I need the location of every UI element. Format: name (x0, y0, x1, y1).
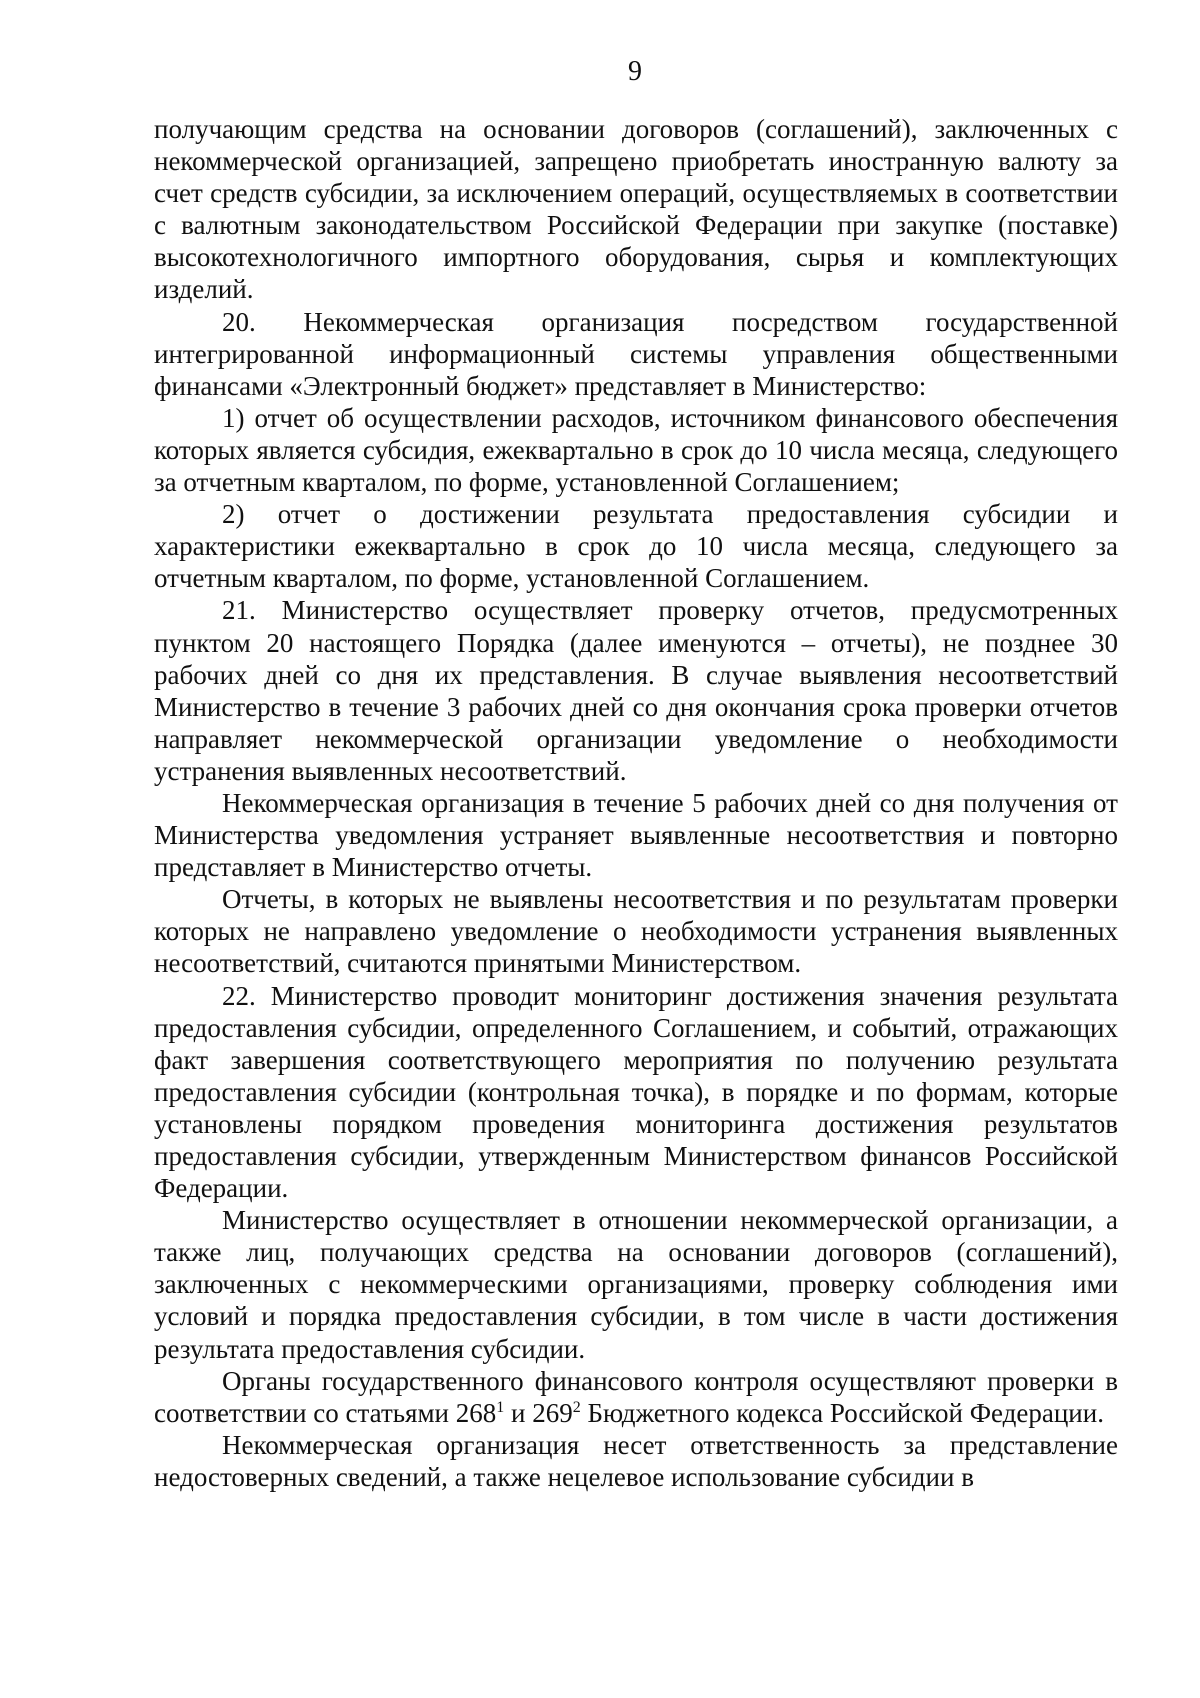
article-number-269: 269 (532, 1397, 573, 1428)
page-number: 9 (628, 56, 642, 87)
financial-control-text-middle: и (504, 1397, 533, 1428)
paragraph-item-22: 22. Министерство проводит мониторинг достижения значения результата предоставления субсидии, определенного Соглашением, и событий, отражающих факт завершения соответствующего мероприятия по получению результата предоставления субсидии (контрольная точка), в порядке и по формам, которые установлены порядком проведения мониторинга достижения результатов предоставления субсидии, утвержденным Министерством финансов Российской Федерации. (154, 980, 1118, 1204)
article-superscript-2: 2 (572, 1398, 581, 1416)
document-body (154, 113, 1118, 1493)
paragraph-subitem-2: 2) отчет о достижении результата предоставления субсидии и характеристики ежеквартально в срок до 10 числа месяца, следующего за отчетным кварталом, по форме, установленной Соглашением. (154, 499, 1118, 594)
paragraph-compliance-check: Министерство осуществляет в отношении некоммерческой организации, а также лиц, получающих средства на основании договоров (соглашений), заключенных с некоммерческими организациями, проверку соблюдения ими условий и порядка предоставления субсидии, в том числе в части достижения результата предоставления субсидии. (154, 1205, 1118, 1364)
paragraph-financial-control (154, 1365, 1118, 1429)
paragraph-continuation: получающим средства на основании договоров (соглашений), заключенных с некоммерческой организацией, запрещено приобретать иностранную валюту за счет средств субсидии, за исключением операций, осуществляемых в соответствии с валютным законодательством Российской Федерации при закупке (поставке) высокотехнологичного импортного оборудования, сырья и комплектующих изделий. (154, 114, 1118, 305)
article-number-268: 268 (455, 1397, 497, 1428)
paragraph-item-21: 21. Министерство осуществляет проверку отчетов, предусмотренных пунктом 20 настоящего Порядка (далее именуются – отчеты), не позднее 30 рабочих дней со дня их представления. В случае выявления несоответствий Министерство в течение 3 рабочих дней со дня окончания срока проверки отчетов направляет некоммерческой организации уведомление о необходимости устранения выявленных несоответствий. (154, 595, 1118, 786)
financial-control-text-start: Органы государственного финансового контроля осуществляют проверки в соответствии со статьями (154, 1365, 1118, 1428)
paragraph-subitem-1: 1) отчет об осуществлении расходов, источником финансового обеспечения которых является субсидия, ежеквартально в срок до 10 числа месяца, следующего за отчетным кварталом, по форме, установленной Соглашением; (154, 402, 1118, 498)
paragraph-item-20: 20. Некоммерческая организация посредством государственной интегрированной информационный системы управления общественными финансами «Электронный бюджет» представляет в Министерство: (154, 306, 1118, 401)
paragraph-responsibility: Некоммерческая организация несет ответственность за представление недостоверных сведений, а также нецелевое использование субсидии в (154, 1429, 1118, 1492)
paragraph-notification-response: Некоммерческая организация в течение 5 рабочих дней со дня получения от Министерства уведомления устраняет выявленные несоответствия и повторно представляет в Министерство отчеты. (154, 787, 1118, 883)
financial-control-text-end: Бюджетного кодекса Российской Федерации. (580, 1397, 1104, 1428)
article-superscript-1: 1 (496, 1398, 505, 1416)
paragraph-reports-accepted: Отчеты, в которых не выявлены несоответствия и по результатам проверки которых не направлено уведомление о необходимости устранения выявленных несоответствий, считаются принятыми Министерством. (154, 884, 1118, 979)
